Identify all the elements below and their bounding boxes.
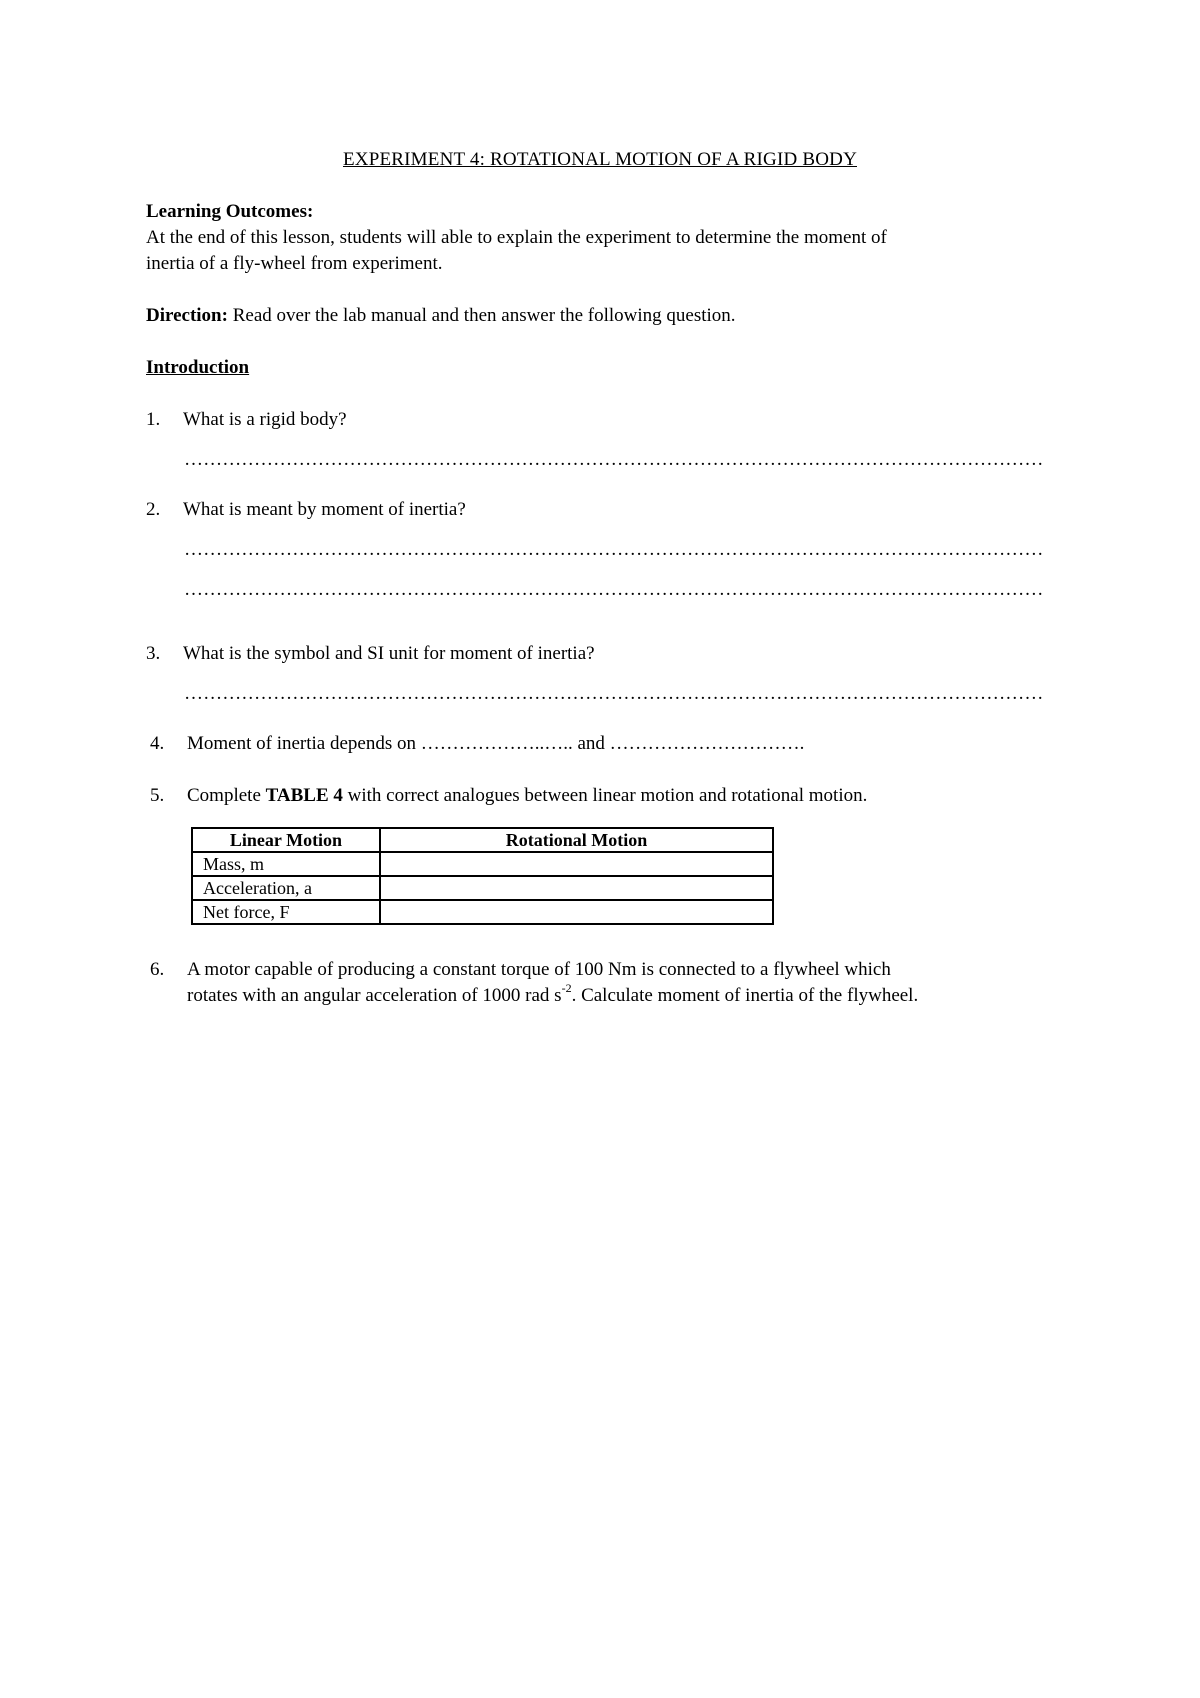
answer-line-1[interactable]: ……………………………………………………………………………………………………………………… xyxy=(184,449,1044,470)
analogue-table xyxy=(191,827,774,925)
introduction-heading: Introduction xyxy=(146,357,250,378)
learning-outcomes-line2: inertia of a fly-wheel from experiment. xyxy=(146,253,443,274)
question-5: 5. Complete TABLE 4 with correct analogues between linear motion and rotational motion. xyxy=(150,785,868,806)
table-cell-rotational[interactable] xyxy=(380,876,773,900)
question-3: 3. What is the symbol and SI unit for moment of inertia? xyxy=(146,643,595,664)
direction-line xyxy=(146,303,1076,329)
answer-line-2b[interactable]: ……………………………………………………………………………………………………………………… xyxy=(184,579,1044,600)
direction-text: Read over the lab manual and then answer the following question. xyxy=(227,305,736,326)
question-1: 1. What is a rigid body? xyxy=(146,409,347,430)
table-header-rotational: Rotational Motion xyxy=(380,828,773,852)
question-6-line1: A motor capable of producing a constant torque of 100 Nm is connected to a flywheel which xyxy=(187,959,891,980)
table-row xyxy=(192,900,773,924)
table-cell-rotational[interactable] xyxy=(380,900,773,924)
learning-outcomes-heading: Learning Outcomes: xyxy=(146,201,314,222)
question-2: 2. What is meant by moment of inertia? xyxy=(146,499,466,520)
question-6-line2: rotates with an angular acceleration of 1000 rad $s^{-2}$. Calculate moment of inertia of the flywheel. xyxy=(187,980,919,1006)
question-6: 6. A motor capable of producing a constant torque of 100 Nm is connected to a flywheel which rotates with an angular acceleration of 1000 rad $s^{-2}$. Calculate moment of inertia of the flywheel. xyxy=(146,957,1076,1009)
table-header-linear: Linear Motion xyxy=(192,828,380,852)
learning-outcomes-line1: At the end of this lesson, students will able to explain the experiment to determine the moment of xyxy=(146,227,887,248)
question-6-body xyxy=(187,957,1076,1009)
answer-line-3[interactable]: ……………………………………………………………………………………………………………………… xyxy=(184,683,1044,704)
table-row xyxy=(192,876,773,900)
direction-label: Direction: xyxy=(146,305,228,326)
answer-line-2a[interactable]: ……………………………………………………………………………………………………………………… xyxy=(184,539,1044,560)
table-cell-linear: Net force, F xyxy=(192,900,380,924)
table-row xyxy=(192,852,773,876)
page-title: EXPERIMENT 4: ROTATIONAL MOTION OF A RIGID BODY xyxy=(342,149,857,170)
table-cell-linear: Mass, m xyxy=(192,852,380,876)
table-cell-rotational[interactable] xyxy=(380,852,773,876)
table-header-row xyxy=(192,828,773,852)
table-cell-linear: Acceleration, a xyxy=(192,876,380,900)
question-4: 4. Moment of inertia depends on ………………..….. and …………………………. xyxy=(150,733,805,754)
